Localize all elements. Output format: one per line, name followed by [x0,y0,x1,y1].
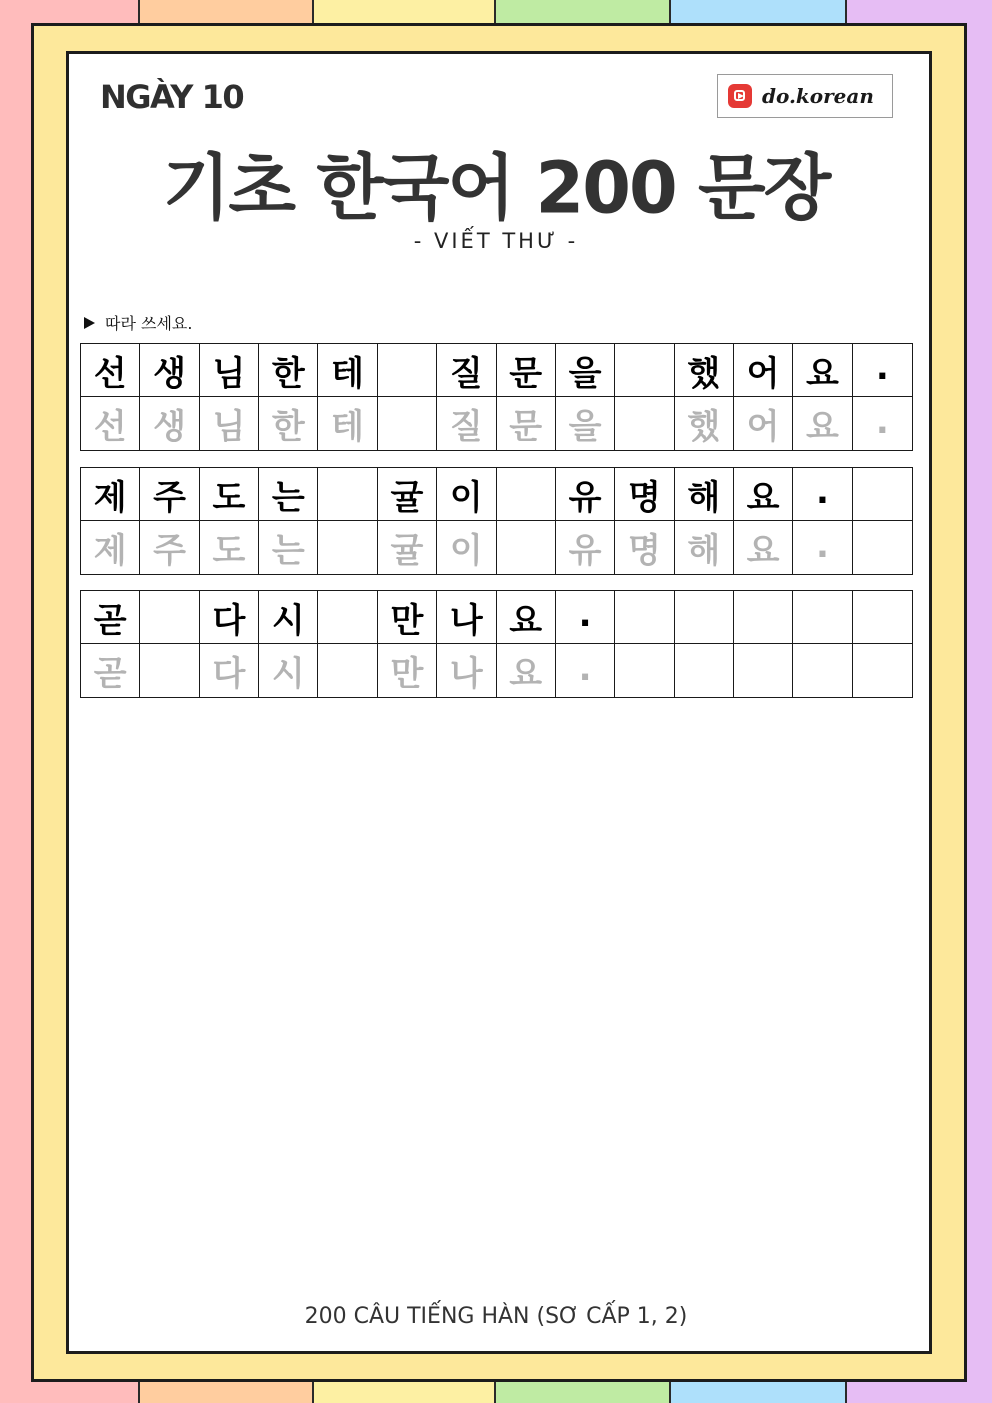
char-cell[interactable] [497,468,556,521]
trace-cell[interactable]: 요 [734,521,793,574]
char-cell[interactable]: 곧 [81,591,140,644]
char-cell[interactable]: 다 [200,591,259,644]
trace-cell[interactable]: 문 [497,397,556,450]
trace-cell[interactable] [318,644,377,697]
char-cell[interactable] [615,344,674,397]
trace-cell[interactable]: 어 [734,397,793,450]
brand-badge[interactable] [717,74,893,118]
page-subtitle: - VIẾT THƯ - [413,229,579,253]
trace-cell[interactable]: 시 [259,644,318,697]
trace-cell[interactable]: 질 [437,397,496,450]
char-cell[interactable] [318,591,377,644]
trace-cell[interactable]: 생 [140,397,199,450]
trace-cell[interactable]: 이 [437,521,496,574]
trace-cell[interactable] [140,644,199,697]
play-icon [84,317,95,329]
char-cell[interactable]: 이 [437,468,496,521]
char-cell[interactable]: 요 [497,591,556,644]
trace-cell[interactable]: 님 [200,397,259,450]
char-cell[interactable]: . [793,468,852,521]
char-cell[interactable]: 유 [556,468,615,521]
trace-cell[interactable] [615,644,674,697]
char-cell[interactable]: 해 [675,468,734,521]
trace-cell[interactable]: 주 [140,521,199,574]
trace-cell[interactable]: 제 [81,521,140,574]
char-cell[interactable] [615,591,674,644]
char-cell[interactable]: 요 [793,344,852,397]
instruction [84,311,192,334]
sentence-grid-3 [80,590,913,698]
trace-cell[interactable] [734,644,793,697]
trace-cell[interactable]: 을 [556,397,615,450]
footer-text: 200 CÂU TIẾNG HÀN (SƠ CẤP 1, 2) [304,1304,688,1329]
char-cell[interactable]: 명 [615,468,674,521]
char-cell[interactable] [793,591,852,644]
char-cell[interactable]: 시 [259,591,318,644]
char-cell[interactable]: 귤 [378,468,437,521]
trace-cell[interactable]: 도 [200,521,259,574]
char-cell[interactable]: 생 [140,344,199,397]
trace-cell[interactable]: 곧 [81,644,140,697]
trace-cell[interactable]: 만 [378,644,437,697]
trace-cell[interactable] [615,397,674,450]
trace-cell[interactable]: . [556,644,615,697]
trace-cell[interactable] [853,644,912,697]
char-cell[interactable]: 문 [497,344,556,397]
char-cell[interactable]: 을 [556,344,615,397]
char-cell[interactable] [318,468,377,521]
trace-cell[interactable] [318,521,377,574]
brand-name: do.korean [762,84,874,108]
trace-cell[interactable]: 요 [497,644,556,697]
char-cell[interactable]: 제 [81,468,140,521]
char-cell[interactable]: 했 [675,344,734,397]
page-title: 기초 한국어 200 문장 [162,146,830,230]
char-cell[interactable]: 선 [81,344,140,397]
trace-cell[interactable] [497,521,556,574]
trace-cell[interactable]: 했 [675,397,734,450]
trace-cell[interactable]: 선 [81,397,140,450]
trace-cell[interactable]: 유 [556,521,615,574]
youtube-icon [728,84,752,108]
trace-cell[interactable]: 명 [615,521,674,574]
trace-cell[interactable]: 해 [675,521,734,574]
day-label: NGÀY 10 [100,78,244,116]
trace-cell[interactable]: . [875,402,889,442]
char-cell[interactable] [675,591,734,644]
trace-cell[interactable]: 귤 [378,521,437,574]
char-cell[interactable]: 테 [318,344,377,397]
trace-cell[interactable]: 다 [200,644,259,697]
char-cell[interactable]: 도 [200,468,259,521]
char-cell[interactable]: 한 [259,344,318,397]
trace-cell[interactable]: . [793,521,852,574]
trace-cell[interactable]: 한 [259,397,318,450]
trace-cell[interactable] [853,521,912,574]
char-cell[interactable]: 님 [200,344,259,397]
trace-cell[interactable] [675,644,734,697]
trace-cell[interactable] [793,644,852,697]
sentence-grid-2 [80,467,913,575]
char-cell[interactable] [853,591,912,644]
char-cell[interactable]: . [853,344,912,397]
trace-cell[interactable]: 요 [793,397,852,450]
char-cell[interactable]: 만 [378,591,437,644]
char-cell[interactable]: 는 [259,468,318,521]
trace-cell[interactable]: 나 [437,644,496,697]
instruction-text: 따라 쓰세요. [105,314,193,333]
sentence-grid-1 [80,343,913,451]
char-cell[interactable]: 질 [437,344,496,397]
char-cell[interactable] [734,591,793,644]
char-cell[interactable]: 어 [734,344,793,397]
char-cell[interactable] [853,468,912,521]
char-cell[interactable] [140,591,199,644]
trace-cell[interactable]: 테 [318,397,377,450]
char-cell[interactable]: 주 [140,468,199,521]
char-cell[interactable] [378,344,437,397]
char-cell[interactable]: 나 [437,591,496,644]
trace-cell[interactable] [378,397,437,450]
char-cell[interactable]: 요 [734,468,793,521]
trace-cell[interactable]: 는 [259,521,318,574]
char-cell[interactable]: . [556,591,615,644]
